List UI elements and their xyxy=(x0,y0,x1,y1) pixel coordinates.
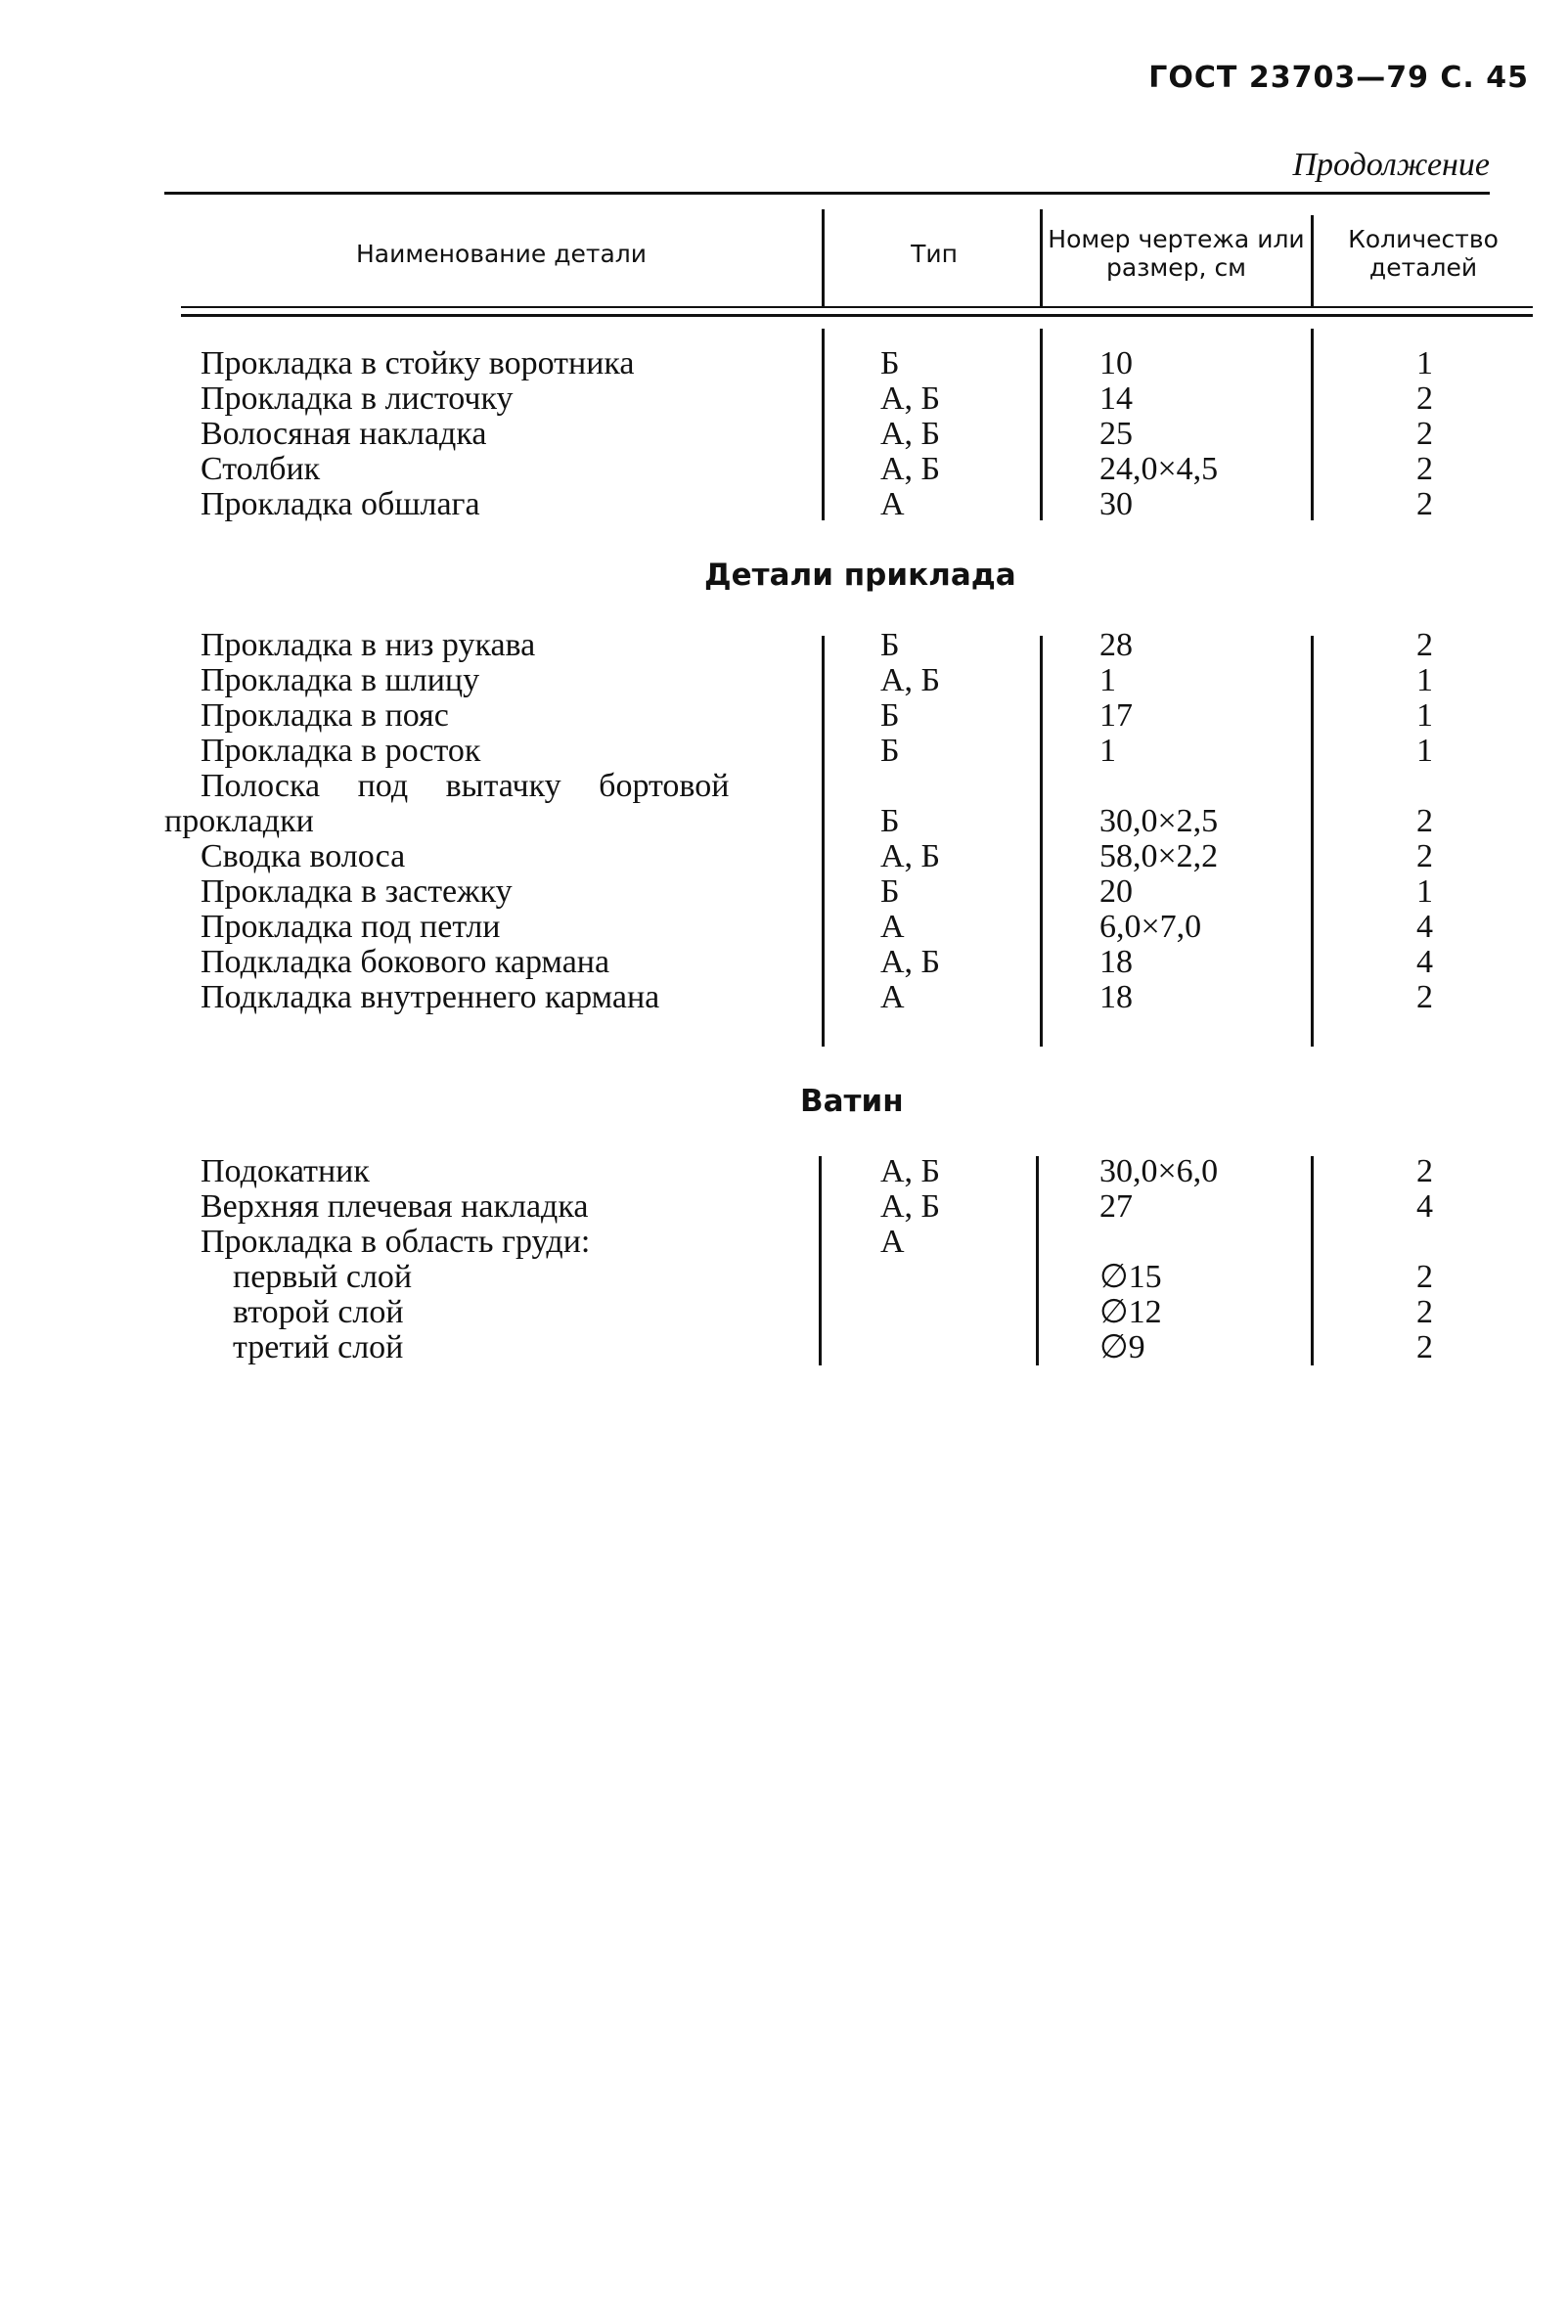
page-header: ГОСТ 23703—79 С. 45 xyxy=(1148,61,1529,95)
table-row xyxy=(0,381,1568,417)
cell-qty: 4 xyxy=(1416,1188,1433,1225)
cell-type: А, Б xyxy=(880,838,941,874)
cell-type: А, Б xyxy=(880,380,941,417)
cell-name: Подкладка внутреннего кармана xyxy=(201,979,660,1015)
column-divider xyxy=(822,209,825,307)
cell-size: 18 xyxy=(1099,979,1133,1015)
cell-size: 18 xyxy=(1099,944,1133,980)
cell-name: Подокатник xyxy=(201,1153,370,1189)
cell-qty: 2 xyxy=(1416,1153,1433,1189)
table-row xyxy=(0,1260,1568,1295)
cell-type: А, Б xyxy=(880,944,941,980)
cell-type: А xyxy=(880,909,905,945)
cell-name: Прокладка в область груди: xyxy=(201,1224,591,1260)
cell-type: Б xyxy=(880,733,900,769)
table-row xyxy=(0,663,1568,698)
cell-qty: 2 xyxy=(1416,627,1433,663)
table-row xyxy=(0,1225,1568,1260)
continuation-label: Продолжение xyxy=(1292,147,1490,183)
cell-size: 30,0×2,5 xyxy=(1099,803,1219,839)
column-header-type: Тип xyxy=(911,239,958,268)
table-row xyxy=(0,417,1568,452)
table-row xyxy=(0,346,1568,381)
table-row xyxy=(0,1154,1568,1189)
cell-size: 17 xyxy=(1099,697,1133,734)
cell-type: А, Б xyxy=(880,416,941,452)
table-row xyxy=(0,769,1568,804)
cell-qty: 1 xyxy=(1416,662,1433,698)
cell-size: 27 xyxy=(1099,1188,1133,1225)
section-title: Детали приклада xyxy=(704,558,1016,593)
cell-size: 1 xyxy=(1099,662,1116,698)
cell-qty: 1 xyxy=(1416,873,1433,910)
cell-name: Прокладка обшлага xyxy=(201,486,480,522)
cell-qty: 4 xyxy=(1416,909,1433,945)
cell-qty: 1 xyxy=(1416,345,1433,381)
table-header-rule xyxy=(181,306,1533,317)
cell-qty: 1 xyxy=(1416,697,1433,734)
cell-qty: 2 xyxy=(1416,486,1433,522)
cell-type: А, Б xyxy=(880,662,941,698)
cell-type: Б xyxy=(880,627,900,663)
table-row xyxy=(0,980,1568,1015)
cell-qty: 2 xyxy=(1416,803,1433,839)
table-row xyxy=(0,734,1568,769)
cell-size: ∅9 xyxy=(1099,1329,1145,1365)
column-header-qty: Количество деталей xyxy=(1348,225,1499,282)
cell-qty: 2 xyxy=(1416,1259,1433,1295)
cell-size: 14 xyxy=(1099,380,1133,417)
cell-qty: 2 xyxy=(1416,1294,1433,1330)
cell-qty: 2 xyxy=(1416,416,1433,452)
cell-size: 25 xyxy=(1099,416,1133,452)
cell-size: ∅12 xyxy=(1099,1294,1162,1330)
cell-size: 24,0×4,5 xyxy=(1099,451,1219,487)
cell-name: Прокладка в стойку воротника xyxy=(201,345,635,381)
cell-name: Прокладка в застежку xyxy=(201,873,513,910)
column-header-name: Наименование детали xyxy=(356,239,647,268)
cell-name: Волосяная накладка xyxy=(201,416,487,452)
cell-qty: 2 xyxy=(1416,1329,1433,1365)
cell-name: Прокладка в листочку xyxy=(201,380,514,417)
cell-qty: 4 xyxy=(1416,944,1433,980)
cell-name: Прокладка в пояс xyxy=(201,697,449,734)
cell-type: А, Б xyxy=(880,451,941,487)
table-row xyxy=(0,945,1568,980)
cell-name: Столбик xyxy=(201,451,321,487)
cell-name: прокладки xyxy=(164,803,314,839)
cell-size: 30,0×6,0 xyxy=(1099,1153,1219,1189)
cell-name: первый слой xyxy=(233,1259,413,1295)
cell-size: 58,0×2,2 xyxy=(1099,838,1219,874)
table-top-rule xyxy=(164,192,1490,195)
table-row xyxy=(0,910,1568,945)
table-row xyxy=(0,1295,1568,1330)
cell-size: 20 xyxy=(1099,873,1133,910)
table-row xyxy=(0,628,1568,663)
cell-name: Прокладка в шлицу xyxy=(201,662,480,698)
column-divider xyxy=(1311,215,1314,307)
cell-name: третий слой xyxy=(233,1329,404,1365)
cell-name: Сводка волоса xyxy=(201,838,406,874)
table-row xyxy=(0,698,1568,734)
cell-name: Полоска под вытачку бортовой xyxy=(201,768,730,804)
table-row xyxy=(0,487,1568,522)
cell-type: А xyxy=(880,979,905,1015)
cell-qty: 1 xyxy=(1416,733,1433,769)
cell-type: А, Б xyxy=(880,1153,941,1189)
cell-name: Подкладка бокового кармана xyxy=(201,944,610,980)
cell-name: Прокладка под петли xyxy=(201,909,501,945)
table-row xyxy=(0,1189,1568,1225)
cell-size: ∅15 xyxy=(1099,1259,1162,1295)
cell-size: 6,0×7,0 xyxy=(1099,909,1202,945)
cell-name: Прокладка в росток xyxy=(201,733,481,769)
table-row xyxy=(0,1330,1568,1365)
cell-name: Прокладка в низ рукава xyxy=(201,627,536,663)
cell-name: Верхняя плечевая накладка xyxy=(201,1188,589,1225)
cell-size: 10 xyxy=(1099,345,1133,381)
table-row xyxy=(0,452,1568,487)
cell-qty: 2 xyxy=(1416,380,1433,417)
cell-qty: 2 xyxy=(1416,451,1433,487)
cell-type: А xyxy=(880,1224,905,1260)
cell-type: Б xyxy=(880,803,900,839)
cell-qty: 2 xyxy=(1416,838,1433,874)
cell-qty: 2 xyxy=(1416,979,1433,1015)
cell-type: Б xyxy=(880,873,900,910)
cell-type: Б xyxy=(880,345,900,381)
cell-size: 1 xyxy=(1099,733,1116,769)
cell-size: 30 xyxy=(1099,486,1133,522)
cell-type: А, Б xyxy=(880,1188,941,1225)
column-header-size: Номер чертежа или размер, см xyxy=(1048,225,1305,282)
section-title: Ватин xyxy=(800,1084,904,1119)
cell-type: Б xyxy=(880,697,900,734)
table-row xyxy=(0,839,1568,874)
column-divider xyxy=(1040,209,1043,307)
cell-type: А xyxy=(880,486,905,522)
cell-size: 28 xyxy=(1099,627,1133,663)
table-row xyxy=(0,804,1568,839)
cell-name: второй слой xyxy=(233,1294,404,1330)
table-row xyxy=(0,874,1568,910)
